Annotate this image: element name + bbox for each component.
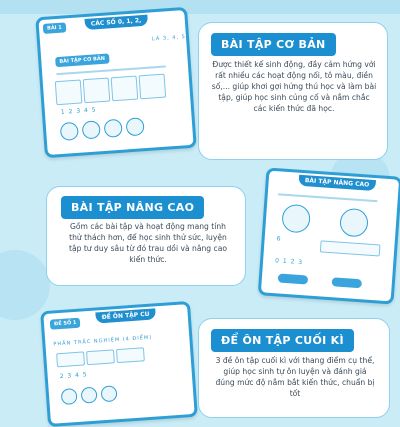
exercise-box — [56, 351, 85, 367]
bg-decoration — [0, 250, 50, 320]
lesson-tab: BÀI 1 — [43, 22, 66, 34]
basic-exercise-worksheet — [35, 7, 196, 158]
top-band — [0, 0, 400, 14]
picture-bubble — [81, 387, 98, 404]
worksheet-header: ĐỀ ÔN TẬP CU — [95, 308, 156, 323]
picture-bubble — [60, 122, 79, 141]
worksheet-header: BÀI TẬP NÂNG CAO — [298, 175, 375, 191]
exam-tab: ĐỀ SỐ 1 — [50, 318, 81, 330]
basic-exercise-description: Được thiết kế sinh động, đầy cảm hứng với rất nhiều các hoạt động nối, tô màu, điền số,... giúp khơi gợi hứng thú học và làm bài tập, giúp học sinh củng cố và nắm chắc các kiến thức đã học. — [211, 60, 377, 113]
worksheet-header-right: LÀ 3, 4, 5 — [151, 34, 187, 43]
decoration-pill — [278, 273, 309, 284]
advanced-exercise-title: BÀI TẬP NÂNG CAO — [61, 196, 204, 219]
section-heading: PHẦN TRẮC NGHIỆM (4 ĐIỂM) — [53, 334, 153, 348]
answer-box — [320, 240, 381, 256]
review-exam-description: 3 đề ôn tập cuối kì với thang điểm cụ thể, giúp học sinh tự ôn luyện và đánh giá đúng mức độ nắm bắt kiến thức, chuẩn bị tốt — [215, 356, 375, 398]
decoration-pill — [332, 277, 363, 288]
number-row: 2 3 4 5 — [59, 371, 88, 381]
picture-bubble — [104, 119, 123, 138]
fishbowl-picture — [339, 208, 369, 238]
exercise-box — [86, 349, 115, 365]
picture-bubble — [126, 117, 145, 136]
sub-tab: BÀI TẬP CƠ BẢN — [55, 53, 109, 67]
number-row: 0 1 2 3 — [274, 257, 304, 267]
fishbowl-picture — [281, 204, 311, 234]
exercise-box — [55, 79, 83, 105]
basic-exercise-card — [198, 22, 388, 160]
review-exam-card — [198, 318, 390, 418]
exercise-box — [139, 74, 167, 100]
advanced-exercise-worksheet — [258, 167, 400, 304]
text-line — [278, 193, 378, 202]
review-exam-worksheet — [40, 301, 198, 427]
picture-bubble — [61, 388, 78, 405]
exercise-box — [116, 347, 145, 363]
number-row: 1 2 3 4 5 — [60, 106, 97, 116]
row-label: 6 — [276, 235, 282, 243]
advanced-exercise-card — [46, 186, 246, 286]
basic-exercise-title: BÀI TẬP CƠ BẢN — [211, 33, 336, 56]
review-exam-title: ĐỂ ÔN TẬP CUỐI KÌ — [211, 329, 354, 352]
exercise-box — [111, 76, 139, 102]
advanced-exercise-description: Gồm các bài tập và hoạt động mang tính thử thách hơn, để học sinh thử sức, luyện tập tư duy sâu từ đó trau dồi và nâng cao kiến thức. — [68, 222, 228, 264]
exercise-box — [83, 78, 111, 104]
worksheet-header: CÁC SỐ 0, 1, 2, — [84, 15, 147, 30]
picture-bubble — [82, 120, 101, 139]
